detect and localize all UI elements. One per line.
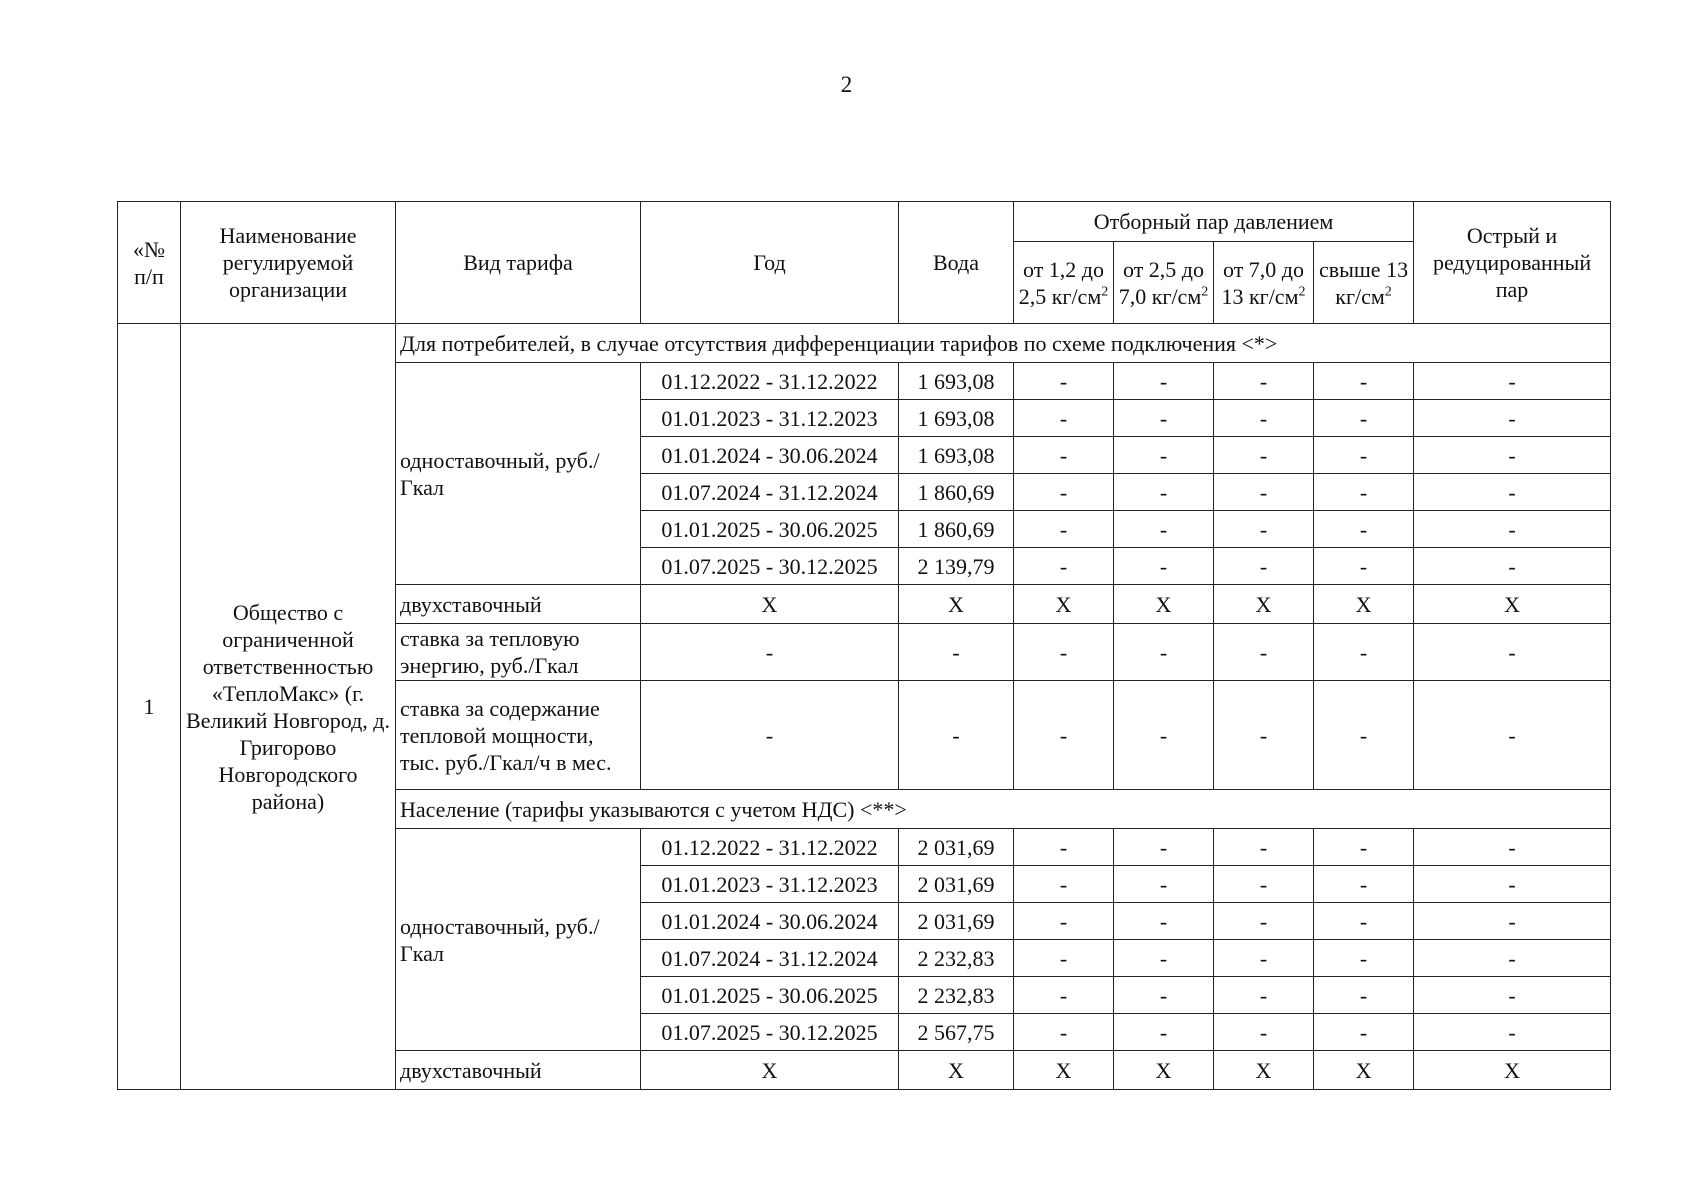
dash-cell: - [1314,624,1414,681]
dash-cell: - [1114,903,1214,940]
tariff-table [117,201,1611,1090]
header-water: Вода [899,202,1014,324]
water-value: 2 031,69 [899,866,1014,903]
dash-cell: - [899,624,1014,681]
dash-cell: - [1014,511,1114,548]
x-cell: X [899,1051,1014,1090]
dash-cell: - [1414,400,1611,437]
dash-cell: - [641,624,899,681]
water-value: 2 031,69 [899,829,1014,866]
dash-cell: - [1214,363,1314,400]
dash-cell: - [1014,437,1114,474]
dash-cell: - [1014,829,1114,866]
dash-cell: - [1314,681,1414,790]
tariff-label: одноставочный, руб./Гкал [396,829,641,1051]
dash-cell: - [1414,829,1611,866]
period-cell: 01.01.2025 - 30.06.2025 [641,977,899,1014]
period-cell: 01.01.2025 - 30.06.2025 [641,511,899,548]
dash-cell: - [1314,363,1414,400]
dash-cell: - [1114,437,1214,474]
dash-cell: - [1114,624,1214,681]
dash-cell: - [1214,866,1314,903]
header-sharp-steam: Острый и редуцированный пар [1414,202,1611,324]
tariff-label: одноставочный, руб./Гкал [396,363,641,585]
dash-cell: - [1014,474,1114,511]
dash-cell: - [1214,548,1314,585]
org-number: 1 [118,324,181,1090]
period-cell: 01.07.2025 - 30.12.2025 [641,548,899,585]
period-cell: 01.01.2023 - 31.12.2023 [641,400,899,437]
dash-cell: - [1014,681,1114,790]
x-cell: X [1214,585,1314,624]
dash-cell: - [1114,511,1214,548]
period-cell: 01.07.2024 - 31.12.2024 [641,474,899,511]
dash-cell: - [899,681,1014,790]
section-row [118,324,1611,363]
section-title: Население (тарифы указываются с учетом НДС) <**> [396,790,1611,829]
dash-cell: - [1114,400,1214,437]
page-number: 2 [840,72,853,97]
dash-cell: - [1314,474,1414,511]
dash-cell: - [1014,548,1114,585]
x-cell: X [1314,585,1414,624]
dash-cell: - [1214,681,1314,790]
dash-cell: - [1014,1014,1114,1051]
dash-cell: - [1414,1014,1611,1051]
period-cell: 01.07.2025 - 30.12.2025 [641,1014,899,1051]
dash-cell: - [1214,977,1314,1014]
water-value: 2 232,83 [899,977,1014,1014]
dash-cell: - [1214,903,1314,940]
header-steam-group: Отборный пар давлением [1014,202,1414,242]
x-cell: X [1114,1051,1214,1090]
x-cell: X [1214,1051,1314,1090]
dash-cell: - [1314,400,1414,437]
x-cell: X [1314,1051,1414,1090]
dash-cell: - [1114,866,1214,903]
water-value: 1 693,08 [899,363,1014,400]
header-pressure-4: свыше 13 $кг/см^2$ [1314,242,1414,324]
header-year: Год [641,202,899,324]
dash-cell: - [1214,400,1314,437]
water-value: 1 693,08 [899,437,1014,474]
dash-cell: - [1414,511,1611,548]
dash-cell: - [1214,1014,1314,1051]
dash-cell: - [1014,903,1114,940]
x-cell: X [1414,1051,1611,1090]
dash-cell: - [1214,624,1314,681]
section-title: Для потребителей, в случае отсутствия дифференциации тарифов по схеме подключения <*> [396,324,1611,363]
dash-cell: - [1414,548,1611,585]
dash-cell: - [1314,437,1414,474]
period-cell: 01.01.2023 - 31.12.2023 [641,866,899,903]
dash-cell: - [1414,681,1611,790]
dash-cell: - [1114,474,1214,511]
dash-cell: - [1314,1014,1414,1051]
dash-cell: - [1414,940,1611,977]
dash-cell: - [1314,940,1414,977]
water-value: 2 139,79 [899,548,1014,585]
dash-cell: - [1014,940,1114,977]
dash-cell: - [1214,437,1314,474]
header-tariff-type: Вид тарифа [396,202,641,324]
dash-cell: - [1414,903,1611,940]
dash-cell: - [1414,977,1611,1014]
org-name: Общество с ограниченной ответственностью «ТеплоМакс» (г. Великий Новгород, д. Григорово Новгородского района) [181,324,396,1090]
dash-cell: - [1414,624,1611,681]
period-cell: 01.07.2024 - 31.12.2024 [641,940,899,977]
header-pressure-2: от 2,5 до 7,0 $кг/см^2$ [1114,242,1214,324]
tariff-label: двухставочный [396,1051,641,1090]
dash-cell: - [1014,400,1114,437]
water-value: 1 860,69 [899,511,1014,548]
x-cell: X [1114,585,1214,624]
x-cell: X [1414,585,1611,624]
header-num: «№ п/п [118,202,181,324]
period-cell: 01.01.2024 - 30.06.2024 [641,903,899,940]
period-cell: 01.01.2024 - 30.06.2024 [641,437,899,474]
tariff-label: ставка за тепловую энергию, руб./Гкал [396,624,641,681]
dash-cell: - [1414,437,1611,474]
dash-cell: - [1214,940,1314,977]
x-cell: X [899,585,1014,624]
dash-cell: - [1314,903,1414,940]
water-value: 1 860,69 [899,474,1014,511]
dash-cell: - [1014,977,1114,1014]
dash-cell: - [1014,866,1114,903]
dash-cell: - [1414,363,1611,400]
dash-cell: - [1314,977,1414,1014]
dash-cell: - [1114,363,1214,400]
water-value: 2 232,83 [899,940,1014,977]
x-cell: X [641,1051,899,1090]
tariff-label: двухставочный [396,585,641,624]
dash-cell: - [1114,681,1214,790]
header-row [118,202,1611,242]
x-cell: X [1014,1051,1114,1090]
tariff-label: ставка за содержание тепловой мощности, тыс. руб./Гкал/ч в мес. [396,681,641,790]
dash-cell: - [1414,474,1611,511]
water-value: 2 031,69 [899,903,1014,940]
dash-cell: - [1314,866,1414,903]
header-pressure-3: от 7,0 до 13 $кг/см^2$ [1214,242,1314,324]
water-value: 1 693,08 [899,400,1014,437]
dash-cell: - [1114,548,1214,585]
dash-cell: - [641,681,899,790]
dash-cell: - [1114,1014,1214,1051]
dash-cell: - [1414,866,1611,903]
x-cell: X [641,585,899,624]
period-cell: 01.12.2022 - 31.12.2022 [641,363,899,400]
dash-cell: - [1114,940,1214,977]
dash-cell: - [1214,829,1314,866]
dash-cell: - [1314,829,1414,866]
x-cell: X [1014,585,1114,624]
period-cell: 01.12.2022 - 31.12.2022 [641,829,899,866]
water-value: 2 567,75 [899,1014,1014,1051]
dash-cell: - [1114,829,1214,866]
dash-cell: - [1214,511,1314,548]
header-org: Наименование регулируемой организации [181,202,396,324]
dash-cell: - [1114,977,1214,1014]
dash-cell: - [1314,511,1414,548]
dash-cell: - [1014,624,1114,681]
dash-cell: - [1314,548,1414,585]
dash-cell: - [1014,363,1114,400]
dash-cell: - [1214,474,1314,511]
header-pressure-1: от 1,2 до 2,5 $кг/см^2$ [1014,242,1114,324]
